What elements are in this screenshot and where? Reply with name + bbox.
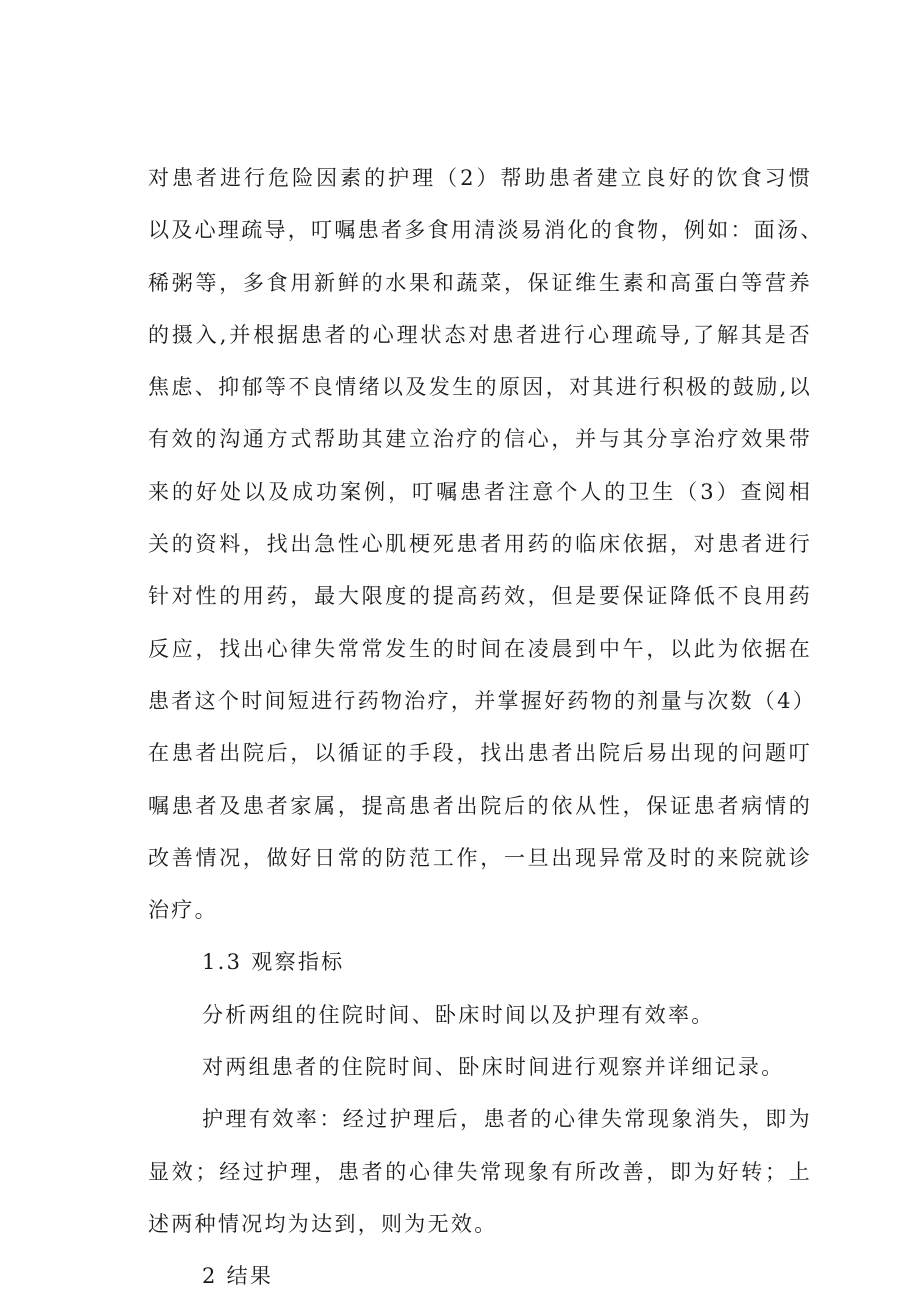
efficacy-line-1: 护理有效率：经过护理后，患者的心律失常现象消失，即为 [202,1107,812,1132]
section-heading: 1.3 观察指标 [202,950,345,975]
body-line-15: 治疗。 [148,898,218,923]
body-line-13: 嘱患者及患者家属，提高患者出院后的依从性，保证患者病情的 [148,793,812,818]
body-line-6: 有效的沟通方式帮助其建立治疗的信心，并与其分享治疗效果带 [148,427,812,452]
body-line-11: 患者这个时间短进行药物治疗，并掌握好药物的剂量与次数（4） [148,688,817,713]
body-line-4: 的摄入,并根据患者的心理状态对患者进行心理疏导,了解其是否 [148,322,812,347]
body-line-7: 来的好处以及成功案例，叮嘱患者注意个人的卫生（3）查阅相 [148,479,812,504]
body-line-2: 以及心理疏导，叮嘱患者多食用清淡易消化的食物，例如：面汤、 [148,218,824,243]
analysis-line: 分析两组的住院时间、卧床时间以及护理有效率。 [202,1002,715,1027]
body-line-1: 对患者进行危险因素的护理（2）帮助患者建立良好的饮食习惯 [148,166,812,190]
observation-line: 对两组患者的住院时间、卧床时间进行观察并详细记录。 [202,1055,785,1080]
document-body [148,152,824,1303]
body-line-5: 焦虑、抑郁等不良情绪以及发生的原因，对其进行积极的鼓励,以 [148,375,812,400]
body-line-14: 改善情况，做好日常的防范工作，一旦出现异常及时的来院就诊 [148,845,812,870]
body-line-8: 关的资料，找出急性心肌梗死患者用药的临床依据，对患者进行 [148,532,812,557]
efficacy-line-3: 述两种情况均为达到，则为无效。 [148,1211,498,1236]
body-line-3: 稀粥等，多食用新鲜的水果和蔬菜，保证维生素和高蛋白等营养 [148,270,812,295]
body-line-10: 反应，找出心律失常常发生的时间在凌晨到中午，以此为依据在 [148,636,812,661]
body-line-9: 针对性的用药，最大限度的提高药效，但是要保证降低不良用药 [148,584,812,609]
efficacy-line-2: 显效；经过护理，患者的心律失常现象有所改善，即为好转；上 [148,1159,812,1184]
results-heading: 2 结果 [202,1264,274,1289]
body-line-12: 在患者出院后，以循证的手段，找出患者出院后易出现的问题叮 [148,741,812,766]
